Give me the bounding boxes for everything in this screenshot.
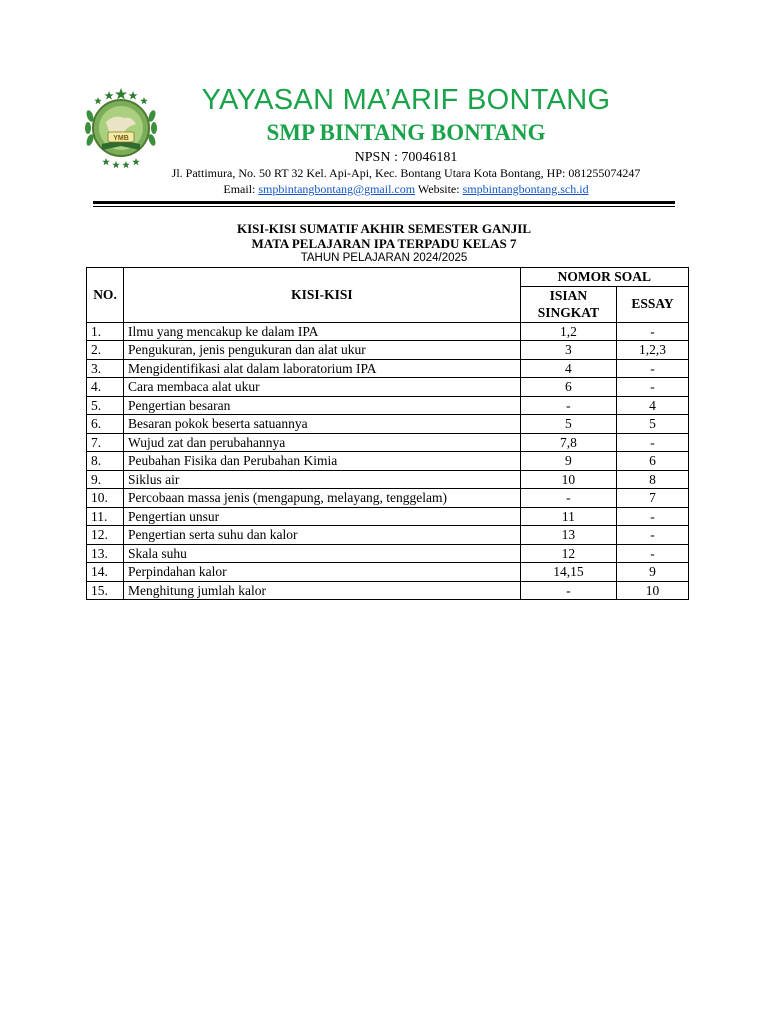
table-row [87,359,689,378]
row-number: 3. [87,359,124,378]
row-number: 12. [87,526,124,545]
row-essay: 1,2,3 [617,341,689,360]
row-kisi: Menghitung jumlah kalor [124,581,521,600]
header-kisi: KISI-KISI [124,268,521,323]
email-label: Email: [223,182,256,196]
row-kisi: Siklus air [124,470,521,489]
header-divider-thin [93,206,675,207]
table-row [87,378,689,397]
row-number: 8. [87,452,124,471]
table-row [87,396,689,415]
row-isian-singkat: - [520,489,616,508]
row-number: 4. [87,378,124,397]
row-kisi: Besaran pokok beserta satuannya [124,415,521,434]
table-row [87,341,689,360]
header-essay: ESSAY [617,286,689,322]
table-row [87,415,689,434]
kisi-kisi-table [86,267,689,600]
row-number: 13. [87,544,124,563]
row-isian-singkat: 14,15 [520,563,616,582]
row-isian-singkat: 9 [520,452,616,471]
row-kisi: Pengukuran, jenis pengukuran dan alat ukur [124,341,521,360]
header-nomor-soal: NOMOR SOAL [520,268,688,287]
row-isian-singkat: 7,8 [520,433,616,452]
row-essay: - [617,507,689,526]
document-title: KISI-KISI SUMATIF AKHIR SEMESTER GANJIL [236,221,531,236]
website-link[interactable]: smpbintangbontang.sch.id [462,182,589,196]
row-isian-singkat: 1,2 [520,322,616,341]
row-isian-singkat: - [520,581,616,600]
school-name: SMP BINTANG BONTANG [266,120,546,145]
header-no: NO. [87,268,124,323]
row-kisi: Peubahan Fisika dan Perubahan Kimia [124,452,521,471]
row-number: 15. [87,581,124,600]
row-essay: 7 [617,489,689,508]
foundation-name: YAYASAN MA’ARIF BONTANG [201,84,611,116]
row-number: 14. [87,563,124,582]
table-body [87,322,689,600]
row-isian-singkat: 12 [520,544,616,563]
row-kisi: Percobaan massa jenis (mengapung, melayang, tenggelam) [124,489,521,508]
row-number: 10. [87,489,124,508]
row-essay: - [617,359,689,378]
row-isian-singkat: 10 [520,470,616,489]
row-essay: 8 [617,470,689,489]
row-number: 1. [87,322,124,341]
table-row [87,470,689,489]
row-essay: 6 [617,452,689,471]
row-kisi: Perpindahan kalor [124,563,521,582]
row-isian-singkat: 6 [520,378,616,397]
row-kisi: Cara membaca alat ukur [124,378,521,397]
table-row [87,489,689,508]
email-link[interactable]: smpbintangbontang@gmail.com [258,182,416,196]
contact-line [0,182,768,197]
row-essay: - [617,526,689,545]
row-kisi: Mengidentifikasi alat dalam laboratorium IPA [124,359,521,378]
row-number: 2. [87,341,124,360]
row-number: 7. [87,433,124,452]
table-row [87,507,689,526]
row-number: 6. [87,415,124,434]
header-divider-thick [93,201,675,204]
table-row [87,544,689,563]
row-essay: - [617,378,689,397]
table-row [87,452,689,471]
row-kisi: Pengertian besaran [124,396,521,415]
row-essay: 4 [617,396,689,415]
header-isian-singkat: ISIAN SINGKAT [520,286,616,322]
row-isian-singkat: 13 [520,526,616,545]
row-isian-singkat: 4 [520,359,616,378]
row-essay: 10 [617,581,689,600]
table-row [87,526,689,545]
npsn: NPSN : 70046181 [354,150,458,165]
row-kisi: Pengertian serta suhu dan kalor [124,526,521,545]
row-essay: - [617,322,689,341]
row-isian-singkat: 5 [520,415,616,434]
row-isian-singkat: 3 [520,341,616,360]
address: Jl. Pattimura, No. 50 RT 32 Kel. Api-Api, Kec. Bontang Utara Kota Bontang, HP: 081255074247 [171,166,641,180]
row-isian-singkat: - [520,396,616,415]
row-number: 9. [87,470,124,489]
table-row [87,322,689,341]
row-essay: - [617,544,689,563]
row-kisi: Pengertian unsur [124,507,521,526]
table-row [87,563,689,582]
table-row [87,433,689,452]
row-kisi: Skala suhu [124,544,521,563]
document-subtitle: MATA PELAJARAN IPA TERPADU KELAS 7 [251,236,517,251]
table-row [87,581,689,600]
logo-text: YMB [113,135,129,142]
academic-year: TAHUN PELAJARAN 2024/2025 [300,252,468,264]
row-essay: - [617,433,689,452]
row-essay: 5 [617,415,689,434]
row-kisi: Ilmu yang mencakup ke dalam IPA [124,322,521,341]
row-number: 11. [87,507,124,526]
row-number: 5. [87,396,124,415]
row-essay: 9 [617,563,689,582]
letterhead [0,0,768,210]
website-label: Website: [417,182,460,196]
row-kisi: Wujud zat dan perubahannya [124,433,521,452]
row-isian-singkat: 11 [520,507,616,526]
